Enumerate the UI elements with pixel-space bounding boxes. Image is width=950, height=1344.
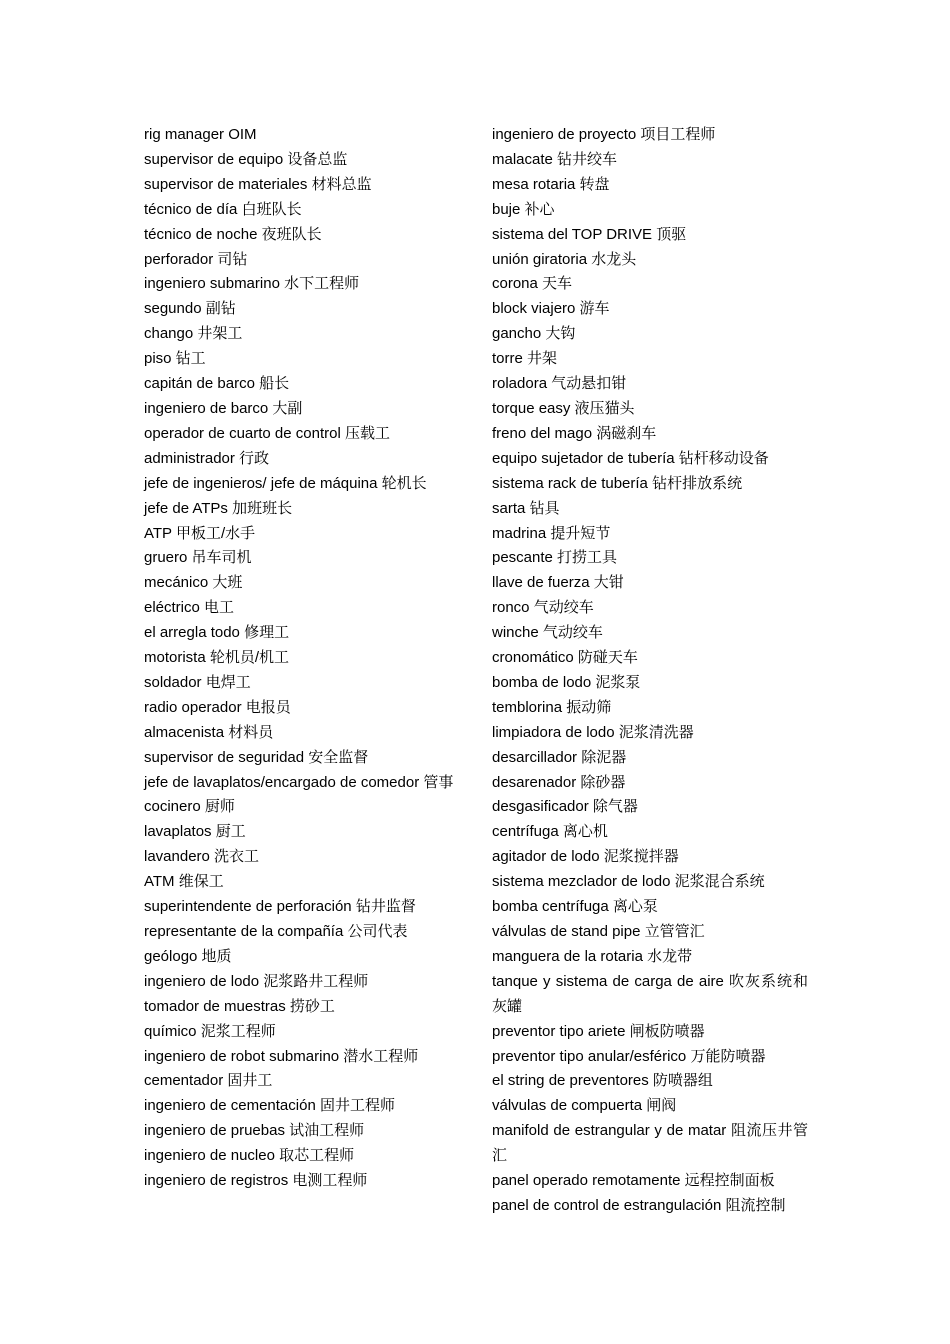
glossary-entry: bomba de lodo 泥浆泵	[492, 673, 641, 691]
glossary-entry: tomador de muestras 捞砂工	[144, 997, 335, 1015]
glossary-entry: operador de cuarto de control 压载工	[144, 424, 390, 442]
glossary-entry: desgasificador 除气器	[492, 798, 638, 816]
glossary-entry: ingeniero de proyecto 项目工程师	[492, 126, 716, 143]
glossary-entry: gancho 大钩	[492, 325, 576, 343]
glossary-entry: motorista 轮机员/机工	[144, 649, 290, 667]
glossary-entry: ATM 维保工	[144, 873, 224, 891]
glossary-entry: gruero 吊车司机	[144, 549, 252, 567]
glossary-entry: equipo sujetador de tubería 钻杆移动设备	[492, 449, 769, 467]
glossary-entry: supervisor de seguridad 安全监督	[144, 748, 369, 766]
glossary-entry: desarcillador 除泥器	[492, 748, 627, 766]
glossary-entry: técnico de día 白班队长	[144, 200, 302, 218]
glossary-entry: torre 井架	[492, 350, 558, 368]
glossary-entry: superintendente de perforación 钻井监督	[144, 898, 416, 916]
glossary-entry: el arregla todo 修理工	[144, 624, 290, 642]
glossary-entry: rig manager OIM	[144, 126, 257, 143]
glossary-entry: corona 天车	[492, 275, 573, 293]
glossary-entry: válvulas de stand pipe 立管管汇	[492, 923, 705, 940]
glossary-entry: agitador de lodo 泥浆搅拌器	[492, 848, 679, 866]
glossary-entry: torque easy 液压猫头	[492, 399, 635, 417]
glossary-entry: mesa rotaria 转盘	[492, 175, 610, 193]
glossary-entry: desarenador 除砂器	[492, 773, 626, 791]
glossary-entry: centrífuga 离心机	[492, 823, 608, 841]
glossary-entry: lavaplatos 厨工	[144, 823, 246, 841]
glossary-entry: geólogo 地质	[144, 947, 232, 965]
glossary-entry: sistema rack de tubería 钻杆排放系统	[492, 474, 743, 492]
glossary-entry: preventor tipo ariete 闸板防喷器	[492, 1022, 705, 1040]
glossary-entry: sistema del TOP DRIVE 顶驱	[492, 225, 687, 243]
glossary-entry: pescante 打捞工具	[492, 549, 618, 567]
glossary-entry: cocinero 厨师	[144, 798, 235, 816]
glossary-column-left	[144, 123, 459, 1194]
glossary-entry: panel operado remotamente 远程控制面板	[492, 1172, 775, 1190]
glossary-entry: temblorina 振动筛	[492, 698, 612, 716]
glossary-entry: buje 补心	[492, 200, 555, 218]
glossary-entry: ingeniero de cementación 固井工程师	[144, 1097, 395, 1115]
glossary-entry: válvulas de compuerta 闸阀	[492, 1097, 677, 1115]
glossary-entry: ingeniero de pruebas 试油工程师	[144, 1122, 365, 1140]
glossary-entry: malacate 钻井绞车	[492, 150, 618, 168]
glossary-entry: jefe de ingenieros/ jefe de máquina 轮机长	[144, 474, 427, 492]
glossary-entry: capitán de barco 船长	[144, 375, 290, 393]
glossary-entry: ingeniero de registros 电测工程师	[144, 1172, 368, 1190]
glossary-entry: panel de control de estrangulación 阻流控制	[492, 1196, 786, 1214]
glossary-entry: segundo 副钻	[144, 300, 236, 318]
glossary-entry: chango 井架工	[144, 325, 243, 343]
glossary-entry: bomba centrífuga 离心泵	[492, 898, 658, 916]
glossary-entry: ingeniero de robot submarino 潜水工程师	[144, 1047, 419, 1065]
glossary-entry: jefe de ATPs 加班班长	[144, 499, 293, 517]
glossary-entry: lavandero 洗衣工	[144, 848, 260, 866]
glossary-entry: cementador 固井工	[144, 1072, 273, 1090]
glossary-entry: supervisor de materiales 材料总监	[144, 175, 372, 193]
glossary-entry: jefe de lavaplatos/encargado de comedor 管事	[144, 773, 454, 791]
glossary-entry: almacenista 材料员	[144, 723, 274, 741]
glossary-entry: manguera de la rotaria 水龙带	[492, 947, 693, 965]
glossary-entry: soldador 电焊工	[144, 673, 251, 691]
glossary-entry: técnico de noche 夜班队长	[144, 225, 322, 243]
glossary-entry: sistema mezclador de lodo 泥浆混合系统	[492, 873, 765, 891]
glossary-entry: ronco 气动绞车	[492, 599, 594, 617]
glossary-entry: sarta 钻具	[492, 499, 560, 517]
glossary-entry: block viajero 游车	[492, 300, 610, 318]
glossary-entry: freno del mago 涡磁刹车	[492, 424, 657, 442]
glossary-entry: unión giratoria 水龙头	[492, 250, 637, 268]
glossary-column-right	[492, 123, 808, 1219]
glossary-entry: manifold de estrangular y de matar 阻流压井管汇	[492, 1122, 808, 1165]
glossary-entry: radio operador 电报员	[144, 698, 291, 716]
glossary-entry: eléctrico 电工	[144, 599, 235, 617]
glossary-entry: preventor tipo anular/esférico 万能防喷器	[492, 1047, 766, 1065]
glossary-entry: supervisor de equipo 设备总监	[144, 150, 348, 168]
glossary-entry: roladora 气动悬扣钳	[492, 375, 627, 393]
glossary-entry: representante de la compañía 公司代表	[144, 923, 408, 940]
glossary-entry: químico 泥浆工程师	[144, 1022, 276, 1040]
glossary-entry: mecánico 大班	[144, 574, 243, 592]
glossary-entry: ingeniero de lodo 泥浆路井工程师	[144, 972, 369, 990]
glossary-entry: el string de preventores 防喷器组	[492, 1072, 713, 1090]
glossary-entry: tanque y sistema de carga de aire 吹灰系统和灰罐	[492, 972, 808, 1015]
glossary-entry: winche 气动绞车	[492, 624, 603, 642]
glossary-entry: administrador 行政	[144, 449, 270, 467]
glossary-entry: perforador 司钻	[144, 250, 248, 268]
glossary-entry: llave de fuerza 大钳	[492, 574, 624, 592]
glossary-entry: piso 钻工	[144, 350, 206, 368]
glossary-entry: limpiadora de lodo 泥浆清洗器	[492, 723, 694, 741]
glossary-entry: ingeniero de barco 大副	[144, 399, 303, 417]
glossary-entry: cronomático 防碰天车	[492, 649, 638, 667]
glossary-entry: ingeniero submarino 水下工程师	[144, 275, 360, 293]
glossary-entry: ingeniero de nucleo 取芯工程师	[144, 1147, 355, 1165]
glossary-entry: ATP 甲板工/水手	[144, 524, 256, 542]
glossary-entry: madrina 提升短节	[492, 524, 611, 542]
